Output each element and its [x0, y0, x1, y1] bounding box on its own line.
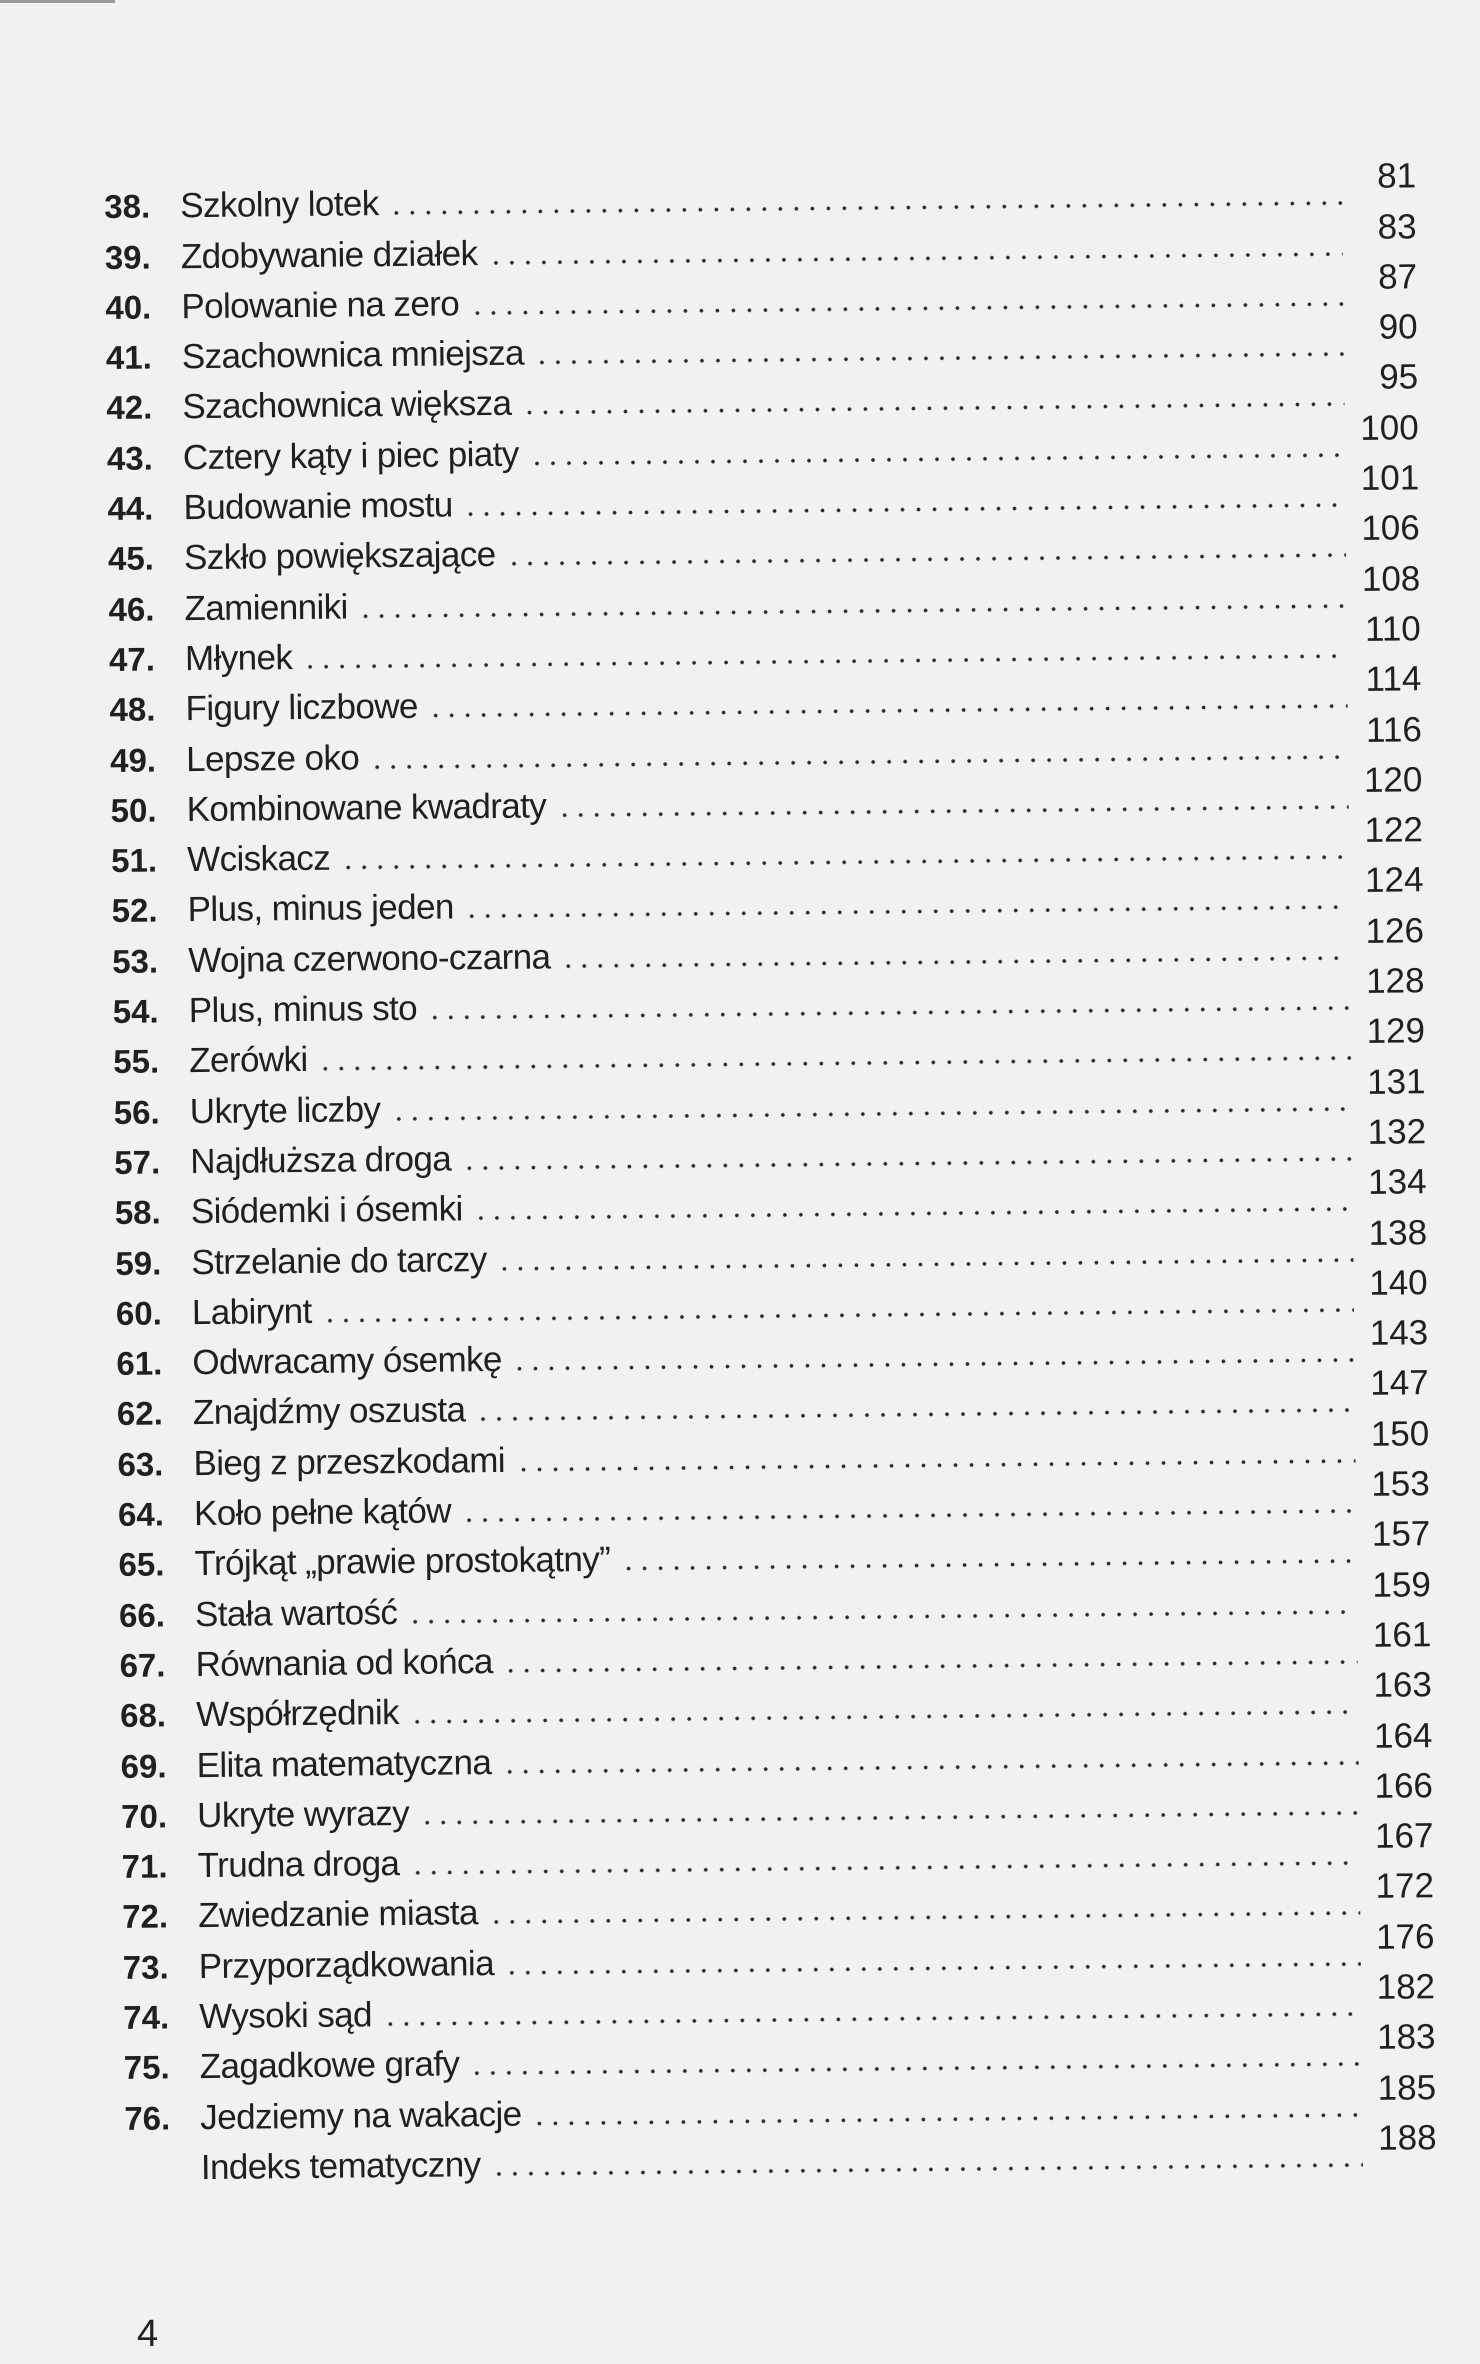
- entry-page-number: 114: [1365, 659, 1422, 700]
- entry-number: 66.: [118, 1596, 166, 1634]
- dot-leader: [318, 1055, 1352, 1072]
- entry-page-number: 138: [1368, 1212, 1428, 1253]
- entry-page-number: 132: [1367, 1112, 1427, 1152]
- entry-number: 62.: [116, 1394, 164, 1433]
- dot-leader: [515, 1458, 1356, 1473]
- entry-title: Lepsze oko: [185, 737, 360, 779]
- entry-title: Wysoki sąd: [199, 1995, 373, 2037]
- entry-title: Przyporządkowania: [198, 1943, 495, 1986]
- entry-title: Kombinowane kwadraty: [186, 786, 547, 830]
- entry-title: Najdłuższa droga: [190, 1139, 452, 1182]
- dot-leader: [620, 1558, 1356, 1572]
- entry-number: 67.: [119, 1646, 166, 1684]
- entry-title: Plus, minus sto: [188, 988, 418, 1031]
- entry-title: Zerówki: [189, 1040, 308, 1081]
- entry-page-number: 116: [1365, 709, 1423, 750]
- entry-number: 64.: [117, 1495, 165, 1533]
- dot-leader: [390, 1106, 1351, 1122]
- entry-page-number: 90: [1378, 307, 1418, 347]
- entry-title: Polowanie na zero: [181, 284, 460, 327]
- dot-leader: [529, 452, 1345, 467]
- entry-page-number: 101: [1360, 458, 1420, 498]
- dot-leader: [382, 2011, 1361, 2027]
- entry-title: Cztery kąty i piec piaty: [182, 434, 519, 477]
- dot-leader: [340, 854, 1349, 871]
- entry-number: 69.: [120, 1746, 167, 1785]
- entry-number: 72.: [122, 1897, 169, 1936]
- dot-leader: [358, 603, 1347, 619]
- entry-number: 71.: [121, 1847, 168, 1886]
- dot-leader: [461, 1508, 1356, 1523]
- entry-page-number: 161: [1372, 1615, 1432, 1655]
- entry-number: 60.: [115, 1294, 162, 1332]
- entry-number: 76.: [124, 2098, 171, 2137]
- dot-leader: [512, 1357, 1355, 1372]
- dot-leader: [521, 402, 1344, 417]
- entry-number: 42.: [106, 388, 153, 427]
- dot-leader: [491, 2162, 1363, 2177]
- entry-page-number: 166: [1374, 1765, 1434, 1806]
- dot-leader: [463, 502, 1346, 517]
- entry-title: Ukryte liczby: [189, 1089, 381, 1131]
- entry-number: 59.: [115, 1243, 162, 1282]
- entry-page-number: 95: [1379, 357, 1419, 398]
- entry-page-number: 183: [1376, 2017, 1436, 2058]
- entry-number: 65.: [118, 1545, 165, 1584]
- dot-leader: [428, 703, 1348, 719]
- entry-number: 40.: [105, 288, 152, 326]
- entry-page-number: 87: [1377, 257, 1418, 297]
- entry-number: 49.: [109, 741, 157, 779]
- dot-leader: [409, 1860, 1359, 1876]
- entry-title: Figury liczbowe: [185, 687, 418, 729]
- entry-title: Młynek: [184, 638, 293, 679]
- entry-page-number: 176: [1375, 1916, 1435, 1957]
- entry-title: Szachownica większa: [182, 384, 512, 427]
- entry-page-number: 124: [1364, 860, 1424, 901]
- entry-page-number: 185: [1377, 2067, 1437, 2108]
- dot-leader: [501, 1759, 1358, 1774]
- entry-number: 50.: [110, 791, 157, 829]
- entry-page-number: 164: [1373, 1715, 1433, 1756]
- dot-leader: [506, 552, 1346, 567]
- entry-title: Koło pełne kątów: [193, 1491, 452, 1534]
- entry-number: [125, 2189, 201, 2190]
- entry-title: Szachownica mniejsza: [181, 333, 525, 377]
- entry-number: 45.: [107, 539, 155, 578]
- entry-number: 61.: [116, 1344, 163, 1383]
- entry-number: 55.: [113, 1042, 160, 1081]
- entry-title: Trudna droga: [197, 1844, 400, 1886]
- entry-number: 47.: [108, 640, 156, 678]
- dot-leader: [469, 2061, 1362, 2076]
- dot-leader: [407, 1609, 1357, 1625]
- entry-title: Zagadkowe grafy: [199, 2044, 460, 2087]
- entry-title: Siódemki i ósemki: [190, 1189, 463, 1232]
- entry-page-number: 172: [1375, 1866, 1435, 1907]
- entry-title: Wciskacz: [186, 838, 331, 880]
- entry-number: 56.: [113, 1093, 160, 1131]
- entry-number: 53.: [112, 942, 159, 980]
- dot-leader: [503, 1659, 1358, 1674]
- entry-number: 54.: [112, 992, 159, 1031]
- entry-page-number: 129: [1366, 1011, 1426, 1052]
- entry-number: 75.: [123, 2048, 170, 2087]
- entry-page-number: 167: [1374, 1816, 1434, 1856]
- entry-page-number: 83: [1377, 206, 1417, 247]
- entry-page-number: 126: [1365, 910, 1425, 951]
- entry-number: 48.: [109, 690, 156, 729]
- entry-number: 51.: [110, 841, 158, 880]
- entry-title: Współrzędnik: [195, 1693, 400, 1735]
- entry-number: 68.: [119, 1696, 167, 1735]
- dot-leader: [461, 1156, 1352, 1171]
- entry-number: 74.: [123, 1998, 170, 2036]
- entry-number: 73.: [122, 1948, 169, 1986]
- table-of-contents: [104, 156, 1437, 2190]
- dot-leader: [556, 804, 1348, 818]
- entry-title: Trójkąt „prawie prostokątny”: [194, 1540, 611, 1584]
- entry-page-number: 140: [1369, 1263, 1428, 1303]
- entry-page-number: 81: [1376, 156, 1417, 196]
- entry-title: Labirynt: [191, 1291, 312, 1332]
- entry-number: 41.: [105, 338, 152, 377]
- dot-leader: [369, 754, 1348, 770]
- dot-leader: [322, 1307, 1354, 1324]
- entry-title: Stała wartość: [194, 1592, 398, 1634]
- dot-leader: [560, 955, 1350, 969]
- entry-page-number: 122: [1364, 810, 1424, 850]
- dot-leader: [473, 1206, 1353, 1221]
- dot-leader: [475, 1407, 1355, 1422]
- entry-page-number: 134: [1367, 1162, 1427, 1203]
- dot-leader: [464, 904, 1350, 919]
- dot-leader: [427, 1005, 1351, 1021]
- dot-leader: [534, 351, 1344, 365]
- entry-page-number: 157: [1371, 1514, 1431, 1555]
- entry-number: 52.: [111, 891, 158, 930]
- entry-title: Znajdźmy oszusta: [192, 1390, 466, 1433]
- entry-page-number: 110: [1364, 609, 1421, 649]
- entry-page-number: 143: [1369, 1313, 1429, 1353]
- entry-title: Szkolny lotek: [180, 184, 379, 226]
- entry-title: Zdobywanie działek: [180, 233, 478, 276]
- entry-number: 57.: [114, 1143, 161, 1181]
- entry-number: 44.: [107, 489, 154, 528]
- entry-title: Zamienniki: [184, 587, 348, 628]
- entry-number: 38.: [104, 187, 151, 226]
- entry-title: Zwiedzanie miasta: [198, 1893, 479, 1936]
- entry-title: Szkło powiększające: [183, 535, 496, 578]
- entry-page-number: 182: [1376, 1967, 1436, 2007]
- entry-title: Równania od końca: [195, 1641, 493, 1685]
- entry-title: Budowanie mostu: [183, 485, 453, 528]
- dot-leader: [419, 1810, 1359, 1826]
- entry-title: Odwracamy ósemkę: [192, 1340, 502, 1383]
- entry-title: Elita matematyczna: [196, 1742, 492, 1785]
- entry-page-number: 120: [1363, 760, 1423, 800]
- entry-page-number: 159: [1372, 1564, 1432, 1605]
- entry-page-number: 163: [1373, 1665, 1433, 1705]
- dot-leader: [497, 1257, 1354, 1272]
- entry-title: Wojna czerwono-czarna: [187, 937, 551, 980]
- dot-leader: [532, 2112, 1363, 2127]
- page-number: 4: [137, 2313, 159, 2355]
- dot-leader: [487, 251, 1342, 266]
- entry-page-number: 188: [1377, 2118, 1437, 2158]
- dot-leader: [488, 1910, 1360, 1925]
- entry-page-number: 147: [1370, 1363, 1429, 1404]
- entry-page-number: 131: [1366, 1061, 1426, 1102]
- entry-title: Ukryte wyrazy: [196, 1793, 410, 1835]
- dot-leader: [389, 200, 1343, 216]
- dot-leader: [302, 653, 1347, 670]
- top-edge-rule: [0, 0, 115, 3]
- dot-leader: [409, 1709, 1358, 1725]
- dot-leader: [469, 301, 1343, 316]
- entry-title: Plus, minus jeden: [187, 887, 454, 930]
- entry-number: 43.: [106, 439, 154, 477]
- entry-number: 58.: [114, 1193, 161, 1232]
- entry-page-number: 153: [1371, 1464, 1430, 1504]
- entry-page-number: 108: [1361, 558, 1421, 599]
- entry-number: 70.: [120, 1797, 168, 1835]
- entry-page-number: 106: [1361, 508, 1420, 549]
- entry-page-number: 150: [1370, 1413, 1430, 1454]
- entry-title: Jedziemy na wakacje: [200, 2094, 522, 2137]
- entry-page-number: 128: [1365, 961, 1425, 1001]
- entry-number: 46.: [108, 590, 155, 628]
- entry-title: Indeks tematyczny: [200, 2145, 481, 2187]
- entry-number: 63.: [117, 1445, 164, 1483]
- dot-leader: [504, 1961, 1361, 1976]
- entry-title: Bieg z przeszkodami: [193, 1440, 506, 1483]
- entry-number: 39.: [104, 238, 151, 276]
- entry-title: Strzelanie do tarczy: [191, 1239, 487, 1282]
- entry-page-number: 100: [1360, 408, 1419, 448]
